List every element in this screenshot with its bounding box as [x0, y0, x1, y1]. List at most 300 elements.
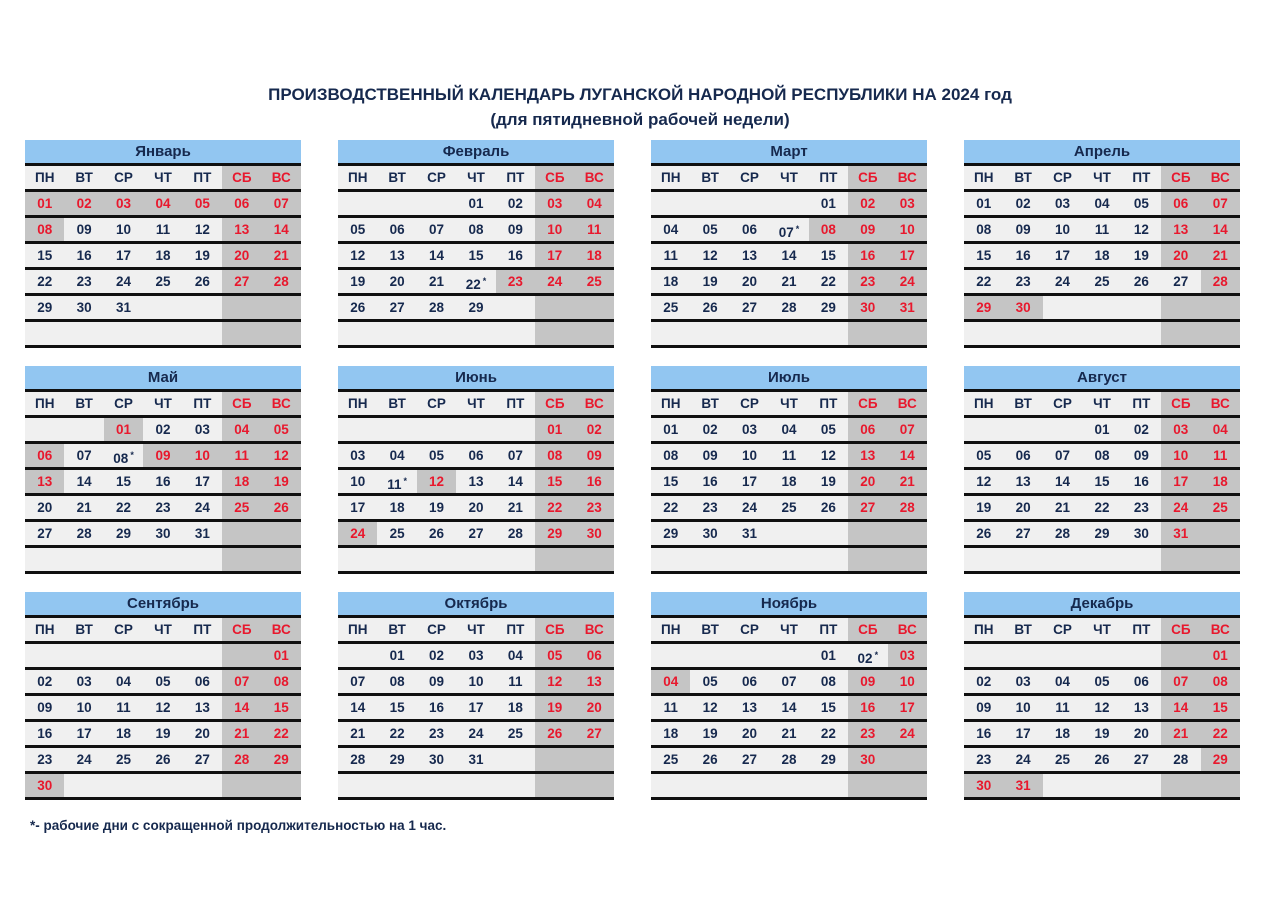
week-row	[338, 644, 614, 670]
empty-cell	[1082, 644, 1121, 667]
empty-cell	[183, 644, 222, 667]
empty-cell	[183, 774, 222, 797]
day-cell: 18	[651, 722, 690, 745]
day-cell: 28	[769, 748, 808, 771]
day-cell: 15	[1082, 470, 1121, 493]
day-cell: 12	[1082, 696, 1121, 719]
empty-cell	[651, 548, 690, 571]
empty-cell	[417, 192, 456, 215]
day-cell: 29	[535, 522, 574, 545]
weekday-header: ПТ	[809, 392, 848, 415]
day-cell: 01	[262, 644, 301, 667]
empty-cell	[1082, 774, 1121, 797]
day-cell: 28	[769, 296, 808, 319]
day-cell: 17	[1161, 470, 1200, 493]
empty-cell	[1201, 322, 1240, 345]
empty-cell	[1082, 548, 1121, 571]
day-cell: 21	[769, 270, 808, 293]
shortened-day-footnote: *- рабочие дни с сокращенной продолжительностью на 1 час.	[30, 818, 447, 833]
day-cell: 08	[651, 444, 690, 467]
day-cell: 27	[730, 748, 769, 771]
day-cell: 20	[183, 722, 222, 745]
day-cell: 10	[64, 696, 103, 719]
week-row	[651, 748, 927, 774]
day-cell: 05	[535, 644, 574, 667]
day-cell: 30	[1122, 522, 1161, 545]
weekday-header: ПН	[651, 392, 690, 415]
day-cell: 13	[848, 444, 887, 467]
weekday-header: ПТ	[809, 166, 848, 189]
weekday-header: ВС	[1201, 618, 1240, 641]
day-cell: 25	[222, 496, 261, 519]
empty-cell	[730, 774, 769, 797]
day-cell: 18	[1082, 244, 1121, 267]
title-line-2: (для пятидневной рабочей недели)	[490, 110, 790, 129]
weekday-header: ПТ	[183, 166, 222, 189]
day-cell: 23	[964, 748, 1003, 771]
empty-cell	[535, 748, 574, 771]
month-table-10	[338, 592, 614, 800]
week-row	[651, 444, 927, 470]
day-cell: 09	[143, 444, 182, 467]
weekday-header: ПТ	[1122, 166, 1161, 189]
day-cell: 09	[496, 218, 535, 241]
day-cell: 31	[1003, 774, 1042, 797]
day-cell: 16	[575, 470, 614, 493]
weekday-header: СР	[104, 392, 143, 415]
week-row	[651, 192, 927, 218]
weekday-header: ПТ	[183, 618, 222, 641]
day-cell: 01	[377, 644, 416, 667]
weekday-header: СР	[104, 618, 143, 641]
empty-cell	[377, 322, 416, 345]
weekday-header: ЧТ	[456, 618, 495, 641]
day-cell: 13	[456, 470, 495, 493]
day-cell: 13	[730, 244, 769, 267]
empty-cell	[262, 548, 301, 571]
day-cell: 21	[1201, 244, 1240, 267]
week-row	[964, 548, 1240, 574]
day-cell: 26	[1122, 270, 1161, 293]
empty-cell	[1161, 296, 1200, 319]
day-cell: 29	[25, 296, 64, 319]
day-cell: 14	[888, 444, 927, 467]
empty-cell	[456, 774, 495, 797]
week-row	[651, 644, 927, 670]
month-table-9	[25, 592, 301, 800]
day-cell: 04	[651, 218, 690, 241]
empty-cell	[888, 522, 927, 545]
day-cell: 22	[262, 722, 301, 745]
day-cell: 30	[143, 522, 182, 545]
weekday-header: ВТ	[1003, 166, 1042, 189]
week-row	[338, 696, 614, 722]
day-cell: 15	[377, 696, 416, 719]
day-cell: 10	[1043, 218, 1082, 241]
month-title: Декабрь	[964, 592, 1240, 618]
day-cell: 14	[1161, 696, 1200, 719]
day-cell: 01	[25, 192, 64, 215]
empty-cell	[690, 192, 729, 215]
day-cell: 29	[456, 296, 495, 319]
empty-cell	[730, 322, 769, 345]
day-cell: 25	[575, 270, 614, 293]
empty-cell	[377, 418, 416, 441]
day-cell: 28	[64, 522, 103, 545]
weekday-header-row	[651, 392, 927, 418]
day-cell: 16	[848, 244, 887, 267]
weekday-header: ВТ	[64, 618, 103, 641]
day-cell: 11 *	[377, 470, 416, 493]
day-cell: 08	[809, 218, 848, 241]
day-cell: 13	[222, 218, 261, 241]
weekday-header: СР	[730, 618, 769, 641]
day-cell: 12	[417, 470, 456, 493]
empty-cell	[1003, 548, 1042, 571]
day-cell: 05	[1082, 670, 1121, 693]
day-cell: 08	[535, 444, 574, 467]
day-cell: 14	[769, 244, 808, 267]
day-cell: 08 *	[104, 444, 143, 467]
day-cell: 19	[262, 470, 301, 493]
empty-cell	[377, 774, 416, 797]
day-cell: 08	[1082, 444, 1121, 467]
empty-cell	[848, 548, 887, 571]
day-cell: 22	[1201, 722, 1240, 745]
day-cell: 01	[809, 192, 848, 215]
empty-cell	[456, 418, 495, 441]
week-row	[25, 670, 301, 696]
empty-cell	[1043, 322, 1082, 345]
day-cell: 05	[183, 192, 222, 215]
day-cell: 21	[888, 470, 927, 493]
week-row	[338, 244, 614, 270]
week-row	[964, 644, 1240, 670]
week-row	[964, 722, 1240, 748]
day-cell: 04	[769, 418, 808, 441]
week-row	[964, 696, 1240, 722]
day-cell: 17	[183, 470, 222, 493]
day-cell: 23	[690, 496, 729, 519]
day-cell: 10	[183, 444, 222, 467]
day-cell: 06	[848, 418, 887, 441]
day-cell: 22	[1082, 496, 1121, 519]
day-cell: 27	[848, 496, 887, 519]
day-cell: 01	[104, 418, 143, 441]
day-cell: 16	[848, 696, 887, 719]
day-cell: 26	[143, 748, 182, 771]
day-cell: 10	[1161, 444, 1200, 467]
weekday-header: ПН	[338, 166, 377, 189]
day-cell: 06	[730, 218, 769, 241]
empty-cell	[1122, 644, 1161, 667]
day-cell: 19	[535, 696, 574, 719]
empty-cell	[690, 548, 729, 571]
day-cell: 23	[25, 748, 64, 771]
empty-cell	[496, 748, 535, 771]
week-row	[651, 774, 927, 800]
day-cell: 29	[1201, 748, 1240, 771]
empty-cell	[690, 322, 729, 345]
day-cell: 09	[964, 696, 1003, 719]
weekday-header-row	[964, 618, 1240, 644]
weekday-header: ПН	[964, 618, 1003, 641]
month-table-8	[964, 366, 1240, 574]
week-row	[338, 722, 614, 748]
empty-cell	[143, 644, 182, 667]
empty-cell	[888, 748, 927, 771]
day-cell: 16	[496, 244, 535, 267]
day-cell: 07 *	[769, 218, 808, 241]
week-row	[25, 774, 301, 800]
weekday-header: СБ	[535, 618, 574, 641]
empty-cell	[338, 548, 377, 571]
empty-cell	[104, 322, 143, 345]
day-cell: 12	[262, 444, 301, 467]
day-cell: 24	[183, 496, 222, 519]
weekday-header: ВС	[262, 166, 301, 189]
day-cell: 06	[1161, 192, 1200, 215]
day-cell: 03	[338, 444, 377, 467]
day-cell: 28	[262, 270, 301, 293]
weekday-header: ВС	[575, 392, 614, 415]
day-cell: 29	[651, 522, 690, 545]
day-cell: 20	[1003, 496, 1042, 519]
empty-cell	[690, 774, 729, 797]
weekday-header: СР	[417, 392, 456, 415]
day-cell: 24	[535, 270, 574, 293]
day-cell: 09	[25, 696, 64, 719]
week-row	[964, 444, 1240, 470]
day-cell: 09	[848, 218, 887, 241]
day-cell: 02	[496, 192, 535, 215]
day-cell: 02	[417, 644, 456, 667]
day-cell: 10	[888, 670, 927, 693]
empty-cell	[143, 322, 182, 345]
day-cell: 11	[575, 218, 614, 241]
empty-cell	[456, 548, 495, 571]
weekday-header: ВС	[575, 166, 614, 189]
week-row	[25, 296, 301, 322]
week-row	[651, 470, 927, 496]
empty-cell	[262, 522, 301, 545]
empty-cell	[377, 192, 416, 215]
empty-cell	[1003, 322, 1042, 345]
day-cell: 06	[222, 192, 261, 215]
day-cell: 01	[535, 418, 574, 441]
week-row	[25, 748, 301, 774]
empty-cell	[1161, 322, 1200, 345]
day-cell: 09	[1122, 444, 1161, 467]
weekday-header: ВТ	[1003, 392, 1042, 415]
day-cell: 18	[1201, 470, 1240, 493]
empty-cell	[651, 644, 690, 667]
empty-cell	[1043, 644, 1082, 667]
empty-cell	[64, 418, 103, 441]
empty-cell	[496, 322, 535, 345]
weekday-header: СБ	[1161, 166, 1200, 189]
day-cell: 29	[809, 296, 848, 319]
empty-cell	[338, 774, 377, 797]
day-cell: 02	[848, 192, 887, 215]
day-cell: 11	[496, 670, 535, 693]
empty-cell	[848, 322, 887, 345]
week-row	[651, 218, 927, 244]
week-row	[338, 296, 614, 322]
empty-cell	[143, 774, 182, 797]
empty-cell	[1082, 296, 1121, 319]
day-cell: 21	[64, 496, 103, 519]
day-cell: 12	[143, 696, 182, 719]
day-cell: 02 *	[848, 644, 887, 667]
weekday-header: ПН	[25, 618, 64, 641]
empty-cell	[809, 774, 848, 797]
week-row	[338, 748, 614, 774]
weekday-header: ПН	[964, 166, 1003, 189]
week-row	[25, 644, 301, 670]
day-cell: 22	[25, 270, 64, 293]
empty-cell	[338, 418, 377, 441]
day-cell: 07	[496, 444, 535, 467]
empty-cell	[575, 774, 614, 797]
weekday-header: СБ	[535, 392, 574, 415]
empty-cell	[964, 548, 1003, 571]
day-cell: 11	[1082, 218, 1121, 241]
week-row	[651, 670, 927, 696]
weekday-header-row	[25, 618, 301, 644]
week-row	[25, 444, 301, 470]
day-cell: 03	[888, 644, 927, 667]
empty-cell	[575, 548, 614, 571]
day-cell: 03	[1003, 670, 1042, 693]
empty-cell	[1201, 296, 1240, 319]
weekday-header: ВТ	[1003, 618, 1042, 641]
empty-cell	[848, 522, 887, 545]
week-row	[25, 322, 301, 348]
empty-cell	[1043, 774, 1082, 797]
day-cell: 06	[1122, 670, 1161, 693]
week-row	[964, 296, 1240, 322]
day-cell: 31	[730, 522, 769, 545]
day-cell: 27	[575, 722, 614, 745]
empty-cell	[1201, 774, 1240, 797]
day-cell: 07	[1201, 192, 1240, 215]
day-cell: 24	[1043, 270, 1082, 293]
day-cell: 11	[651, 244, 690, 267]
month-table-4	[964, 140, 1240, 348]
empty-cell	[1201, 522, 1240, 545]
weekday-header: ЧТ	[143, 618, 182, 641]
day-cell: 26	[690, 748, 729, 771]
weekday-header: СБ	[222, 392, 261, 415]
day-cell: 30	[690, 522, 729, 545]
weekday-header-row	[651, 618, 927, 644]
weekday-header: СБ	[848, 618, 887, 641]
empty-cell	[417, 322, 456, 345]
day-cell: 07	[262, 192, 301, 215]
day-cell: 22	[809, 270, 848, 293]
day-cell: 24	[1003, 748, 1042, 771]
weekday-header: ВТ	[377, 618, 416, 641]
weekday-header: ВТ	[64, 392, 103, 415]
day-cell: 04	[1201, 418, 1240, 441]
day-cell: 28	[222, 748, 261, 771]
day-cell: 05	[417, 444, 456, 467]
day-cell: 20	[848, 470, 887, 493]
weekday-header: ПТ	[496, 618, 535, 641]
day-cell: 28	[417, 296, 456, 319]
week-row	[338, 670, 614, 696]
weekday-header: ПН	[25, 166, 64, 189]
month-title: Февраль	[338, 140, 614, 166]
month-title: Март	[651, 140, 927, 166]
day-cell: 23	[1122, 496, 1161, 519]
day-cell: 11	[143, 218, 182, 241]
empty-cell	[222, 774, 261, 797]
weekday-header: ВС	[1201, 392, 1240, 415]
day-cell: 06	[1003, 444, 1042, 467]
empty-cell	[222, 322, 261, 345]
empty-cell	[769, 774, 808, 797]
day-cell: 18	[651, 270, 690, 293]
day-cell: 02	[690, 418, 729, 441]
short-day-asterisk: *	[403, 476, 408, 486]
day-cell: 23	[575, 496, 614, 519]
day-cell: 17	[730, 470, 769, 493]
weekday-header: СБ	[1161, 392, 1200, 415]
day-cell: 18	[496, 696, 535, 719]
month-title: Ноябрь	[651, 592, 927, 618]
week-row	[964, 418, 1240, 444]
day-cell: 03	[183, 418, 222, 441]
empty-cell	[1122, 774, 1161, 797]
day-cell: 15	[104, 470, 143, 493]
day-cell: 06	[456, 444, 495, 467]
title-line-1: ПРОИЗВОДСТВЕННЫЙ КАЛЕНДАРЬ ЛУГАНСКОЙ НАРОДНОЙ РЕСПУБЛИКИ НА 2024 год	[268, 85, 1012, 104]
weekday-header: ПТ	[809, 618, 848, 641]
empty-cell	[690, 644, 729, 667]
day-cell: 17	[888, 696, 927, 719]
empty-cell	[496, 296, 535, 319]
day-cell: 17	[456, 696, 495, 719]
empty-cell	[1161, 644, 1200, 667]
day-cell: 22	[651, 496, 690, 519]
empty-cell	[575, 748, 614, 771]
day-cell: 07	[1043, 444, 1082, 467]
week-row	[338, 270, 614, 296]
empty-cell	[1003, 418, 1042, 441]
weekday-header: СБ	[535, 166, 574, 189]
empty-cell	[222, 548, 261, 571]
weekday-header: СР	[730, 392, 769, 415]
empty-cell	[1043, 296, 1082, 319]
day-cell: 29	[262, 748, 301, 771]
day-cell: 20	[730, 722, 769, 745]
weekday-header: ПТ	[496, 392, 535, 415]
weekday-header: СР	[417, 618, 456, 641]
day-cell: 20	[1122, 722, 1161, 745]
page-title	[0, 82, 1280, 132]
weekday-header: ЧТ	[456, 392, 495, 415]
day-cell: 19	[964, 496, 1003, 519]
day-cell: 23	[64, 270, 103, 293]
day-cell: 16	[417, 696, 456, 719]
day-cell: 03	[104, 192, 143, 215]
empty-cell	[888, 548, 927, 571]
day-cell: 12	[1122, 218, 1161, 241]
day-cell: 08	[377, 670, 416, 693]
day-cell: 24	[888, 722, 927, 745]
